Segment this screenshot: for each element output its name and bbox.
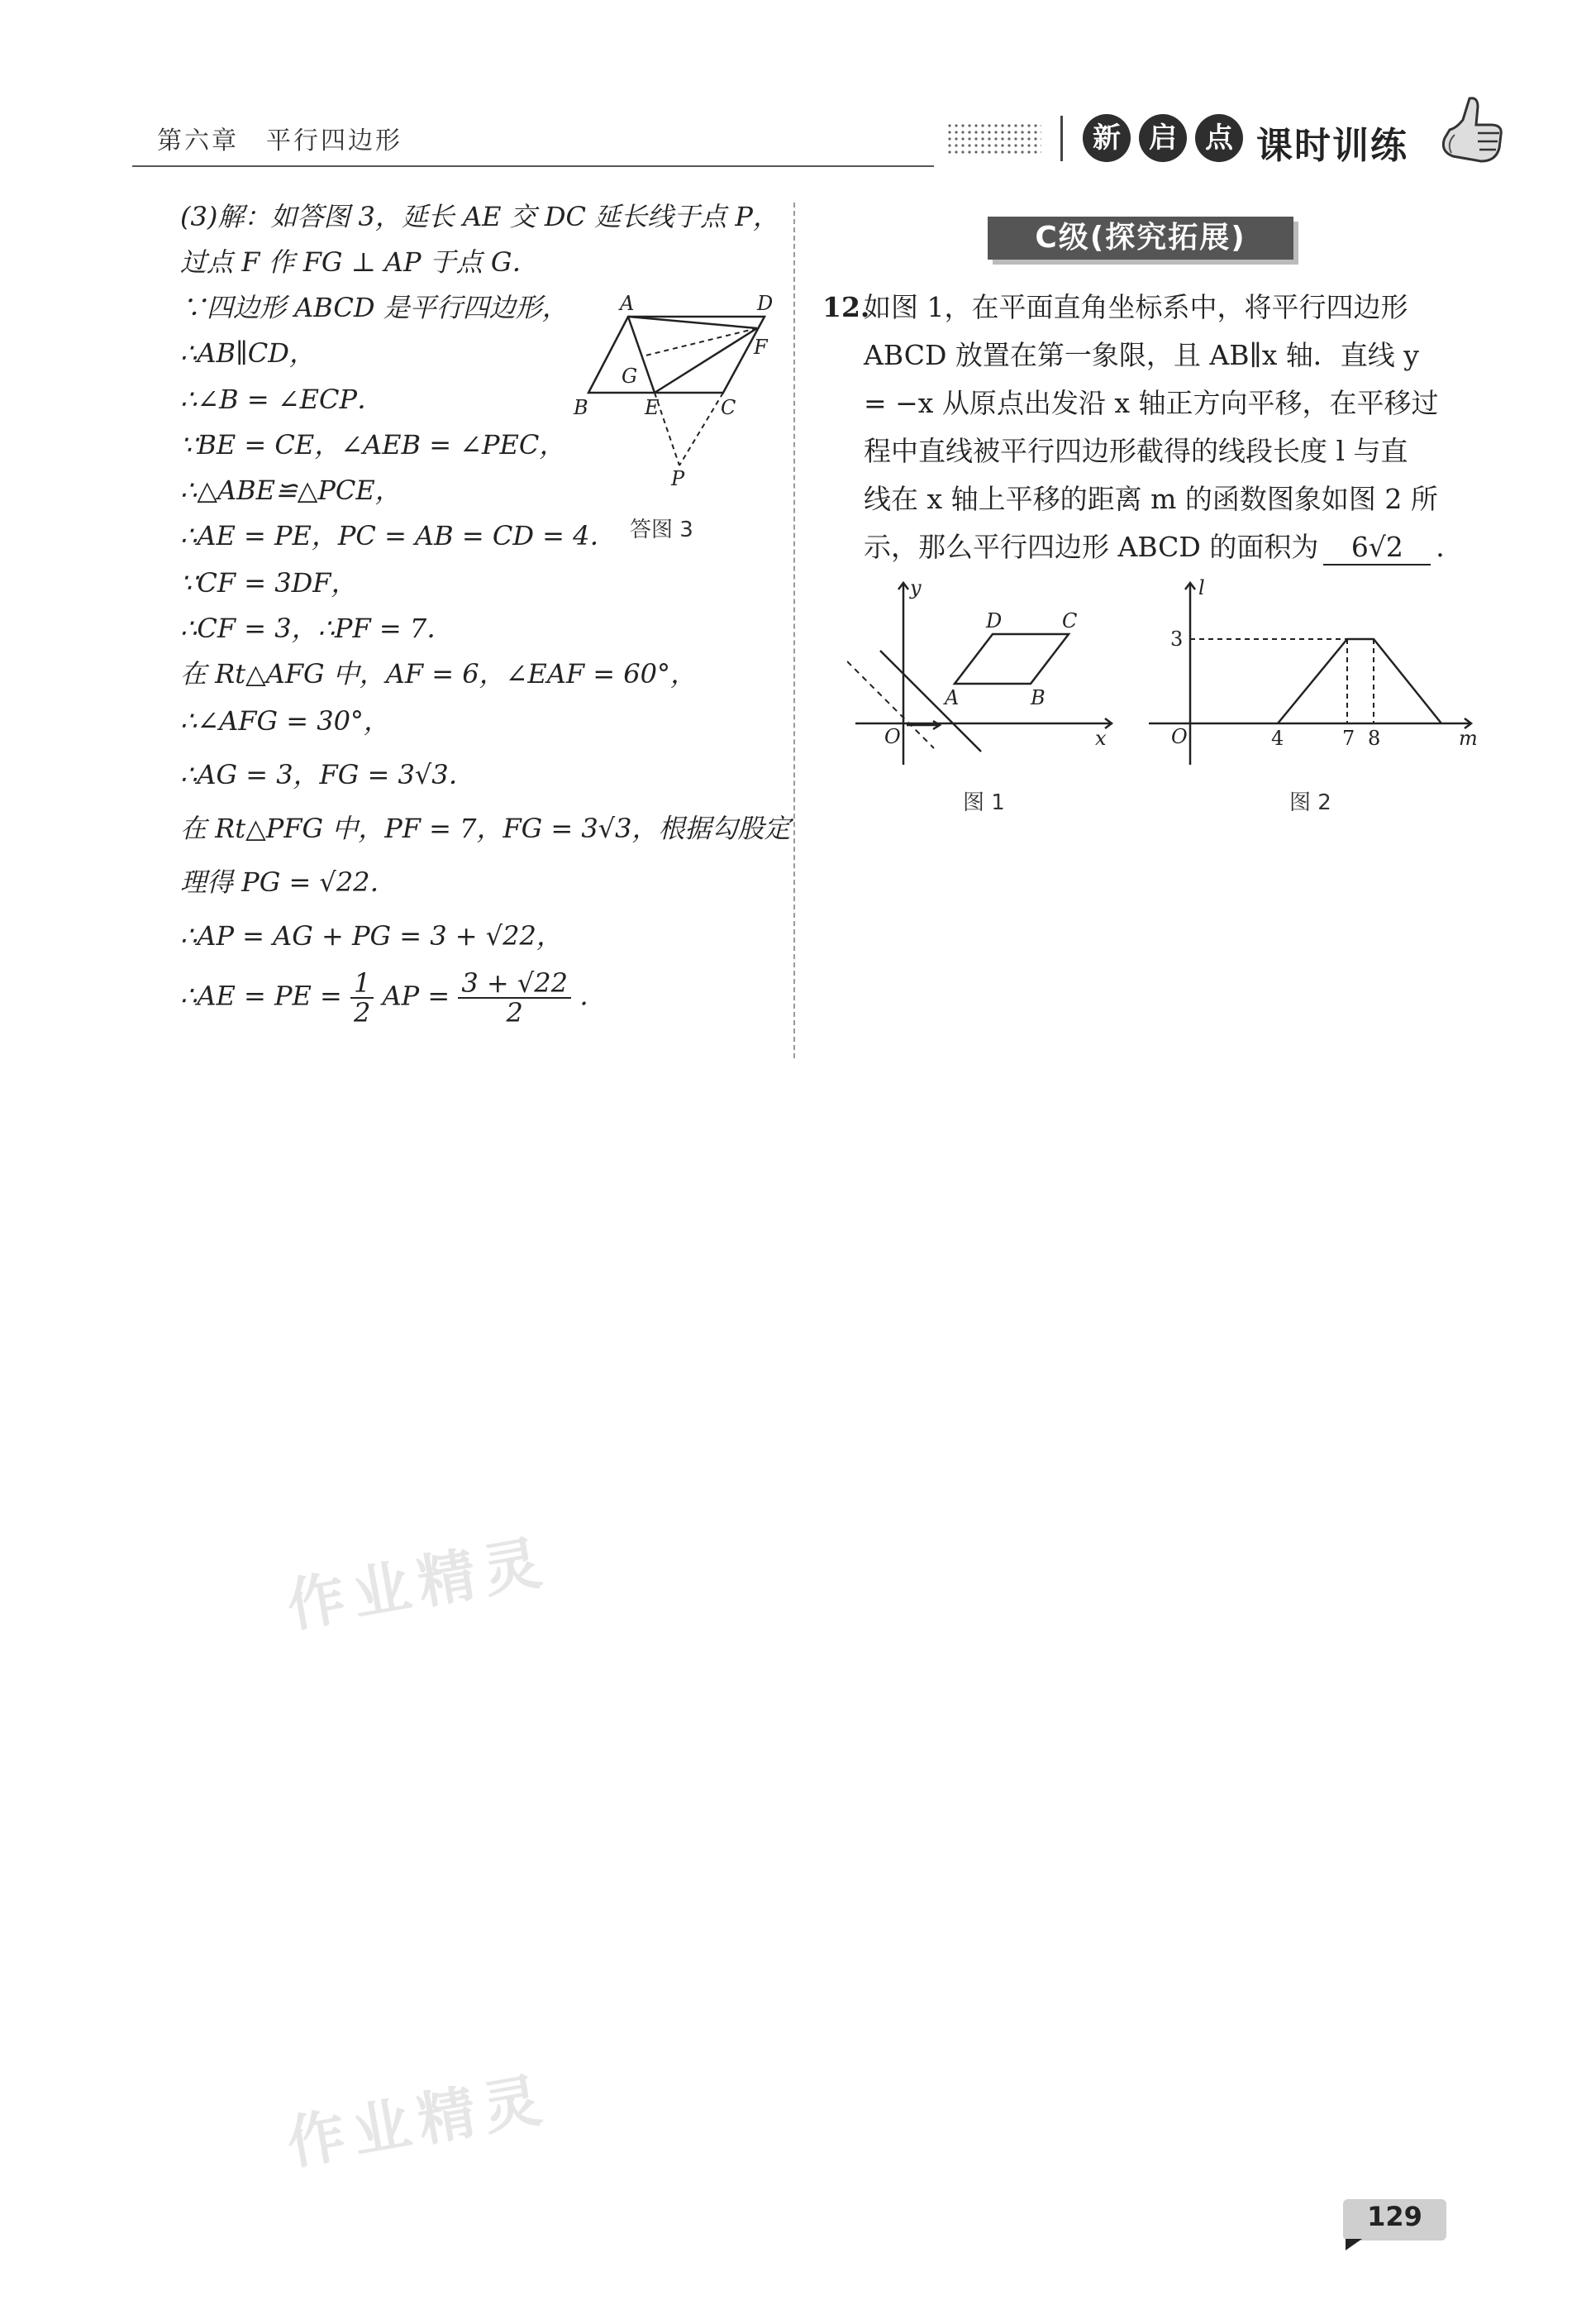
fig3-label-c: C	[721, 396, 736, 419]
fraction-one-half	[350, 969, 374, 1027]
solution-line-6: ∴AE = PE，PC = AB = CD = 4．	[180, 520, 617, 551]
section-banner: C级(探究拓展)	[988, 217, 1293, 260]
final-mid: AP =	[382, 980, 450, 1012]
fig2-tick-4: 4	[1271, 727, 1284, 750]
question-number: 12.	[822, 291, 870, 323]
answer-figure-3	[562, 285, 785, 554]
solution-intro-2: 过点 F 作 FG ⊥ AP 于点 G．	[180, 246, 539, 278]
fig1-label-o: O	[884, 725, 901, 748]
brand-title: 课时训练	[1256, 125, 1408, 167]
fig3-label-p: P	[671, 467, 685, 490]
solution-final-equation	[180, 969, 606, 1027]
fig1-label-c: C	[1062, 609, 1078, 632]
solution-line-10: ∴∠AFG = 30°，	[180, 705, 390, 737]
fig1-label-x: x	[1095, 727, 1107, 750]
figure-1-coordinate-plane	[847, 575, 1120, 823]
solution-line-2: ∴AB∥CD，	[180, 337, 316, 369]
solution-line-13: 理得 PG = √22．	[180, 866, 397, 898]
figure-2-function-graph	[1141, 575, 1479, 823]
fig1-label-d: D	[986, 609, 1003, 632]
solution-line-1: ∵四边形 ABCD 是平行四边形，	[180, 292, 569, 323]
watermark-2: 作业精灵	[282, 2064, 555, 2178]
fig2-tick-3: 3	[1170, 628, 1184, 651]
problem-line-5: 线在 x 轴上平移的距离 m 的函数图象如图 2 所	[864, 483, 1438, 515]
brand-badge-3: 点	[1195, 114, 1243, 162]
fig2-tick-7: 7	[1342, 727, 1355, 750]
problem-last-suffix: ．	[1436, 531, 1464, 563]
final-end: ．	[579, 980, 607, 1012]
solution-line-12: 在 Rt△PFG 中，PF = 7，FG = 3√3，根据勾股定	[180, 813, 791, 844]
thumbs-up-icon	[1430, 87, 1512, 169]
problem-last-prefix: 示，那么平行四边形 ABCD 的面积为	[864, 531, 1319, 563]
fraction-numerator: 3 + √22	[458, 969, 571, 999]
fig1-label-a: A	[945, 686, 960, 709]
fraction-result	[458, 969, 571, 1027]
brand-badge-1: 新	[1083, 114, 1131, 162]
fig3-label-d: D	[757, 292, 774, 315]
chapter-title: 第六章 平行四边形	[157, 126, 403, 155]
page-number: 129	[1367, 2201, 1422, 2232]
problem-line-2: ABCD 放置在第一象限，且 AB∥x 轴．直线 y	[864, 339, 1419, 371]
fig3-label-e: E	[645, 396, 660, 419]
solution-intro-1: (3)解：如答图 3，延长 AE 交 DC 延长线于点 P，	[180, 201, 779, 232]
fig3-label-f: F	[754, 336, 768, 359]
header-dot-pattern	[946, 122, 1041, 155]
column-divider	[793, 203, 795, 1058]
problem-line-3: = −x 从原点出发沿 x 轴正方向平移，在平移过	[864, 387, 1439, 419]
fraction-denominator: 2	[354, 997, 371, 1028]
brand-badge-2: 启	[1139, 114, 1187, 162]
solution-line-5: ∴△ABE≌△PCE，	[180, 475, 402, 506]
problem-line-4: 程中直线被平行四边形截得的线段长度 l 与直	[864, 435, 1408, 467]
answer-blank: 6√2	[1323, 531, 1431, 565]
solution-line-4: ∵BE = CE，∠AEB = ∠PEC，	[180, 429, 566, 461]
solution-line-14: ∴AP = AG + PG = 3 + √22，	[180, 920, 563, 952]
fig2-label-o: O	[1171, 725, 1188, 748]
fig2-label-m: m	[1459, 727, 1478, 750]
fig2-label-l: l	[1198, 576, 1205, 599]
fig1-caption: 图 1	[963, 790, 1005, 815]
fraction-denominator: 2	[506, 997, 523, 1028]
header-rule	[132, 165, 934, 167]
fraction-numerator: 1	[350, 969, 374, 999]
problem-line-6	[864, 531, 1463, 565]
solution-line-7: ∵CF = 3DF，	[180, 567, 358, 599]
solution-line-11: ∴AG = 3，FG = 3√3．	[180, 759, 475, 790]
fig3-label-g: G	[622, 365, 638, 388]
page-tab-triangle	[1346, 2239, 1362, 2250]
fig3-label-a: A	[620, 292, 635, 315]
fig2-caption: 图 2	[1289, 790, 1331, 815]
fig3-label-b: B	[574, 396, 588, 419]
fig2-tick-8: 8	[1368, 727, 1381, 750]
fig1-label-b: B	[1031, 686, 1046, 709]
solution-line-9: 在 Rt△AFG 中，AF = 6，∠EAF = 60°，	[180, 658, 697, 690]
solution-line-3: ∴∠B = ∠ECP．	[180, 384, 384, 415]
solution-line-8: ∴CF = 3，∴PF = 7．	[180, 613, 454, 644]
fig1-label-y: y	[910, 576, 922, 599]
watermark-1: 作业精灵	[282, 1527, 555, 1641]
fig3-caption: 答图 3	[630, 518, 693, 542]
problem-number	[822, 291, 869, 324]
problem-line-1: 如图 1，在平面直角坐标系中，将平行四边形	[864, 291, 1408, 323]
header-divider	[1060, 116, 1063, 161]
final-prefix: ∴AE = PE =	[180, 980, 342, 1012]
